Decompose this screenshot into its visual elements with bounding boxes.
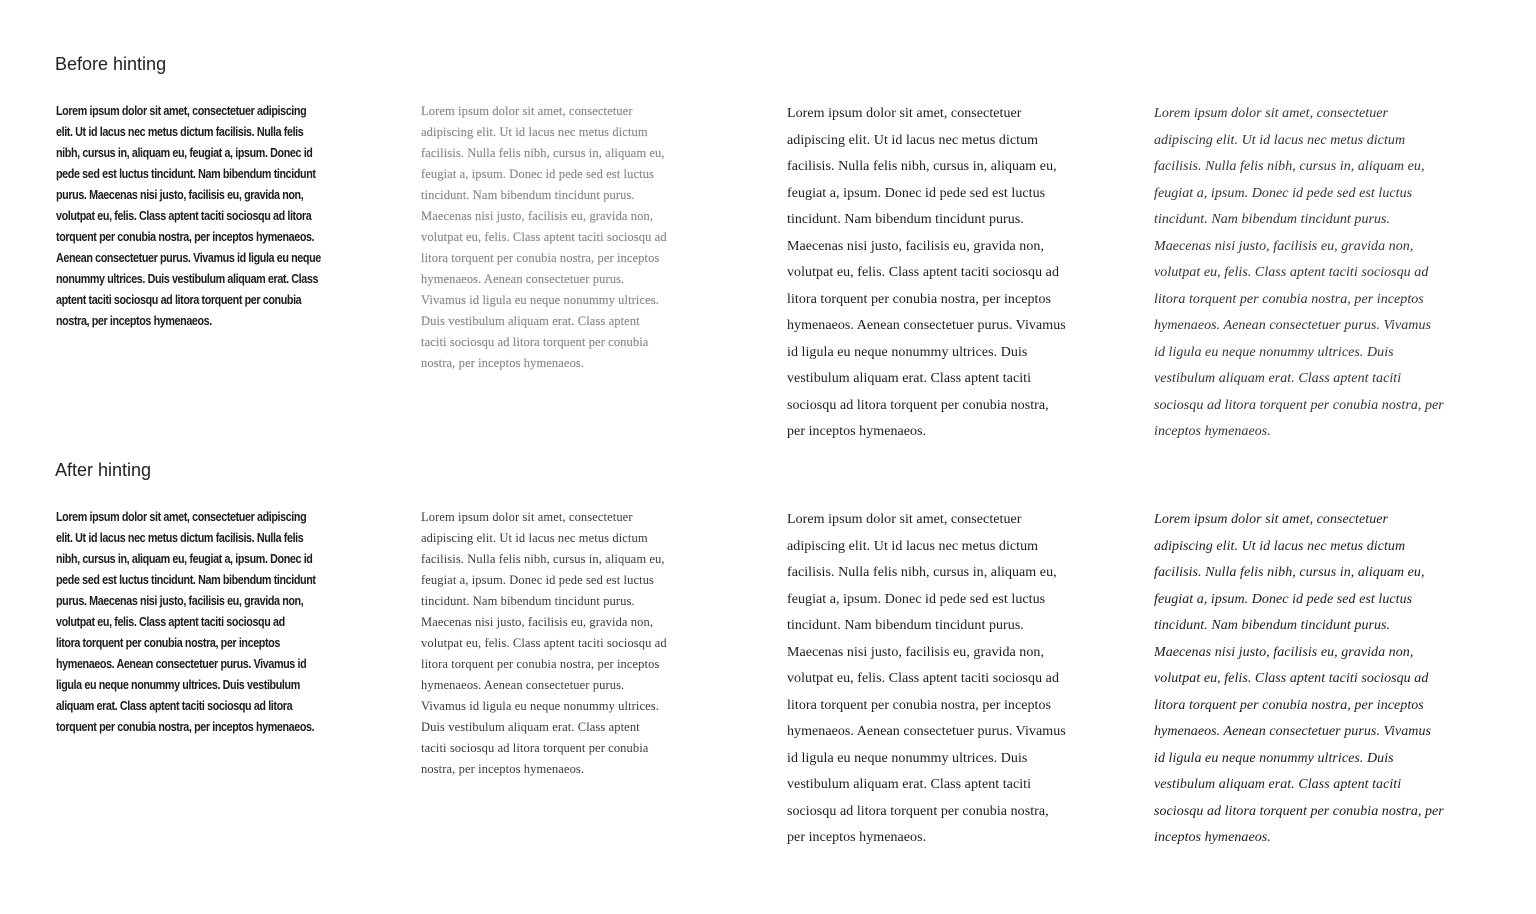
after-sample-condensed-sans: Lorem ipsum dolor sit amet, consectetuer adipiscing elit. Ut id lacus nec metus dictum facilisis. Nulla felis nibh, cursus in, aliquam eu, feugiat a, ipsum. Donec id pede sed est luctus tincidunt. Nam bibendum tincidunt purus. Maecenas nisi justo, facilisis eu, gravida non, volutpat eu, felis. Class aptent taciti sociosqu ad litora torquent per conubia nostra, per inceptos hymenaeos. Aenean consectetuer purus. Vivamus id ligula eu neque nonummy ultrices. Duis vestibulum aliquam erat. Class aptent taciti sociosqu ad litora torquent per conubia nostra, per inceptos hymenaeos.	[56, 510, 316, 734]
before-hinting-heading: Before hinting	[55, 54, 167, 74]
before-sample-regular-serif: Lorem ipsum dolor sit amet, consectetuer adipiscing elit. Ut id lacus nec metus dictum facilisis. Nulla felis nibh, cursus in, aliquam eu, feugiat a, ipsum. Donec id pede sed est luctus tincidunt. Nam bibendum tincidunt purus. Maecenas nisi justo, facilisis eu, gravida non, volutpat eu, felis. Class aptent taciti sociosqu ad litora torquent per conubia nostra, per inceptos hymenaeos. Aenean consectetuer purus. Vivamus id ligula eu neque nonummy ultrices. Duis vestibulum aliquam erat. Class aptent taciti sociosqu ad litora torquent per conubia nostra, per inceptos hymenaeos.	[787, 106, 1066, 439]
after-sample-italic-serif: Lorem ipsum dolor sit amet, consectetuer adipiscing elit. Ut id lacus nec metus dictum facilisis. Nulla felis nibh, cursus in, aliquam eu, feugiat a, ipsum. Donec id pede sed est luctus tincidunt. Nam bibendum tincidunt purus. Maecenas nisi justo, facilisis eu, gravida non, volutpat eu, felis. Class aptent taciti sociosqu ad litora torquent per conubia nostra, per inceptos hymenaeos. Aenean consectetuer purus. Vivamus id ligula eu neque nonummy ultrices. Duis vestibulum aliquam erat. Class aptent taciti sociosqu ad litora torquent per conubia nostra, per inceptos hymenaeos.	[1154, 512, 1444, 845]
before-sample-condensed-sans: Lorem ipsum dolor sit amet, consectetuer adipiscing elit. Ut id lacus nec metus dictum facilisis. Nulla felis nibh, cursus in, aliquam eu, feugiat a, ipsum. Donec id pede sed est luctus tincidunt. Nam bibendum tincidunt purus. Maecenas nisi justo, facilisis eu, gravida non, volutpat eu, felis. Class aptent taciti sociosqu ad litora torquent per conubia nostra, per inceptos hymenaeos. Aenean consectetuer purus. Vivamus id ligula eu neque nonummy ultrices. Duis vestibulum aliquam erat. Class aptent taciti sociosqu ad litora torquent per conubia nostra, per inceptos hymenaeos.	[56, 104, 321, 328]
after-sample-regular-serif: Lorem ipsum dolor sit amet, consectetuer adipiscing elit. Ut id lacus nec metus dictum facilisis. Nulla felis nibh, cursus in, aliquam eu, feugiat a, ipsum. Donec id pede sed est luctus tincidunt. Nam bibendum tincidunt purus. Maecenas nisi justo, facilisis eu, gravida non, volutpat eu, felis. Class aptent taciti sociosqu ad litora torquent per conubia nostra, per inceptos hymenaeos. Aenean consectetuer purus. Vivamus id ligula eu neque nonummy ultrices. Duis vestibulum aliquam erat. Class aptent taciti sociosqu ad litora torquent per conubia nostra, per inceptos hymenaeos.	[787, 512, 1066, 845]
after-hinting-heading: After hinting	[55, 460, 152, 480]
after-sample-light-serif: Lorem ipsum dolor sit amet, consectetuer adipiscing elit. Ut id lacus nec metus dictum facilisis. Nulla felis nibh, cursus in, aliquam eu, feugiat a, ipsum. Donec id pede sed est luctus tincidunt. Nam bibendum tincidunt purus. Maecenas nisi justo, facilisis eu, gravida non, volutpat eu, felis. Class aptent taciti sociosqu ad litora torquent per conubia nostra, per inceptos hymenaeos. Aenean consectetuer purus. Vivamus id ligula eu neque nonummy ultrices. Duis vestibulum aliquam erat. Class aptent taciti sociosqu ad litora torquent per conubia nostra, per inceptos hymenaeos.	[421, 510, 667, 776]
before-sample-italic-serif: Lorem ipsum dolor sit amet, consectetuer adipiscing elit. Ut id lacus nec metus dictum facilisis. Nulla felis nibh, cursus in, aliquam eu, feugiat a, ipsum. Donec id pede sed est luctus tincidunt. Nam bibendum tincidunt purus. Maecenas nisi justo, facilisis eu, gravida non, volutpat eu, felis. Class aptent taciti sociosqu ad litora torquent per conubia nostra, per inceptos hymenaeos. Aenean consectetuer purus. Vivamus id ligula eu neque nonummy ultrices. Duis vestibulum aliquam erat. Class aptent taciti sociosqu ad litora torquent per conubia nostra, per inceptos hymenaeos.	[1154, 106, 1444, 439]
before-sample-light-serif: Lorem ipsum dolor sit amet, consectetuer adipiscing elit. Ut id lacus nec metus dictum facilisis. Nulla felis nibh, cursus in, aliquam eu, feugiat a, ipsum. Donec id pede sed est luctus tincidunt. Nam bibendum tincidunt purus. Maecenas nisi justo, facilisis eu, gravida non, volutpat eu, felis. Class aptent taciti sociosqu ad litora torquent per conubia nostra, per inceptos hymenaeos. Aenean consectetuer purus. Vivamus id ligula eu neque nonummy ultrices. Duis vestibulum aliquam erat. Class aptent taciti sociosqu ad litora torquent per conubia nostra, per inceptos hymenaeos.	[421, 104, 667, 370]
